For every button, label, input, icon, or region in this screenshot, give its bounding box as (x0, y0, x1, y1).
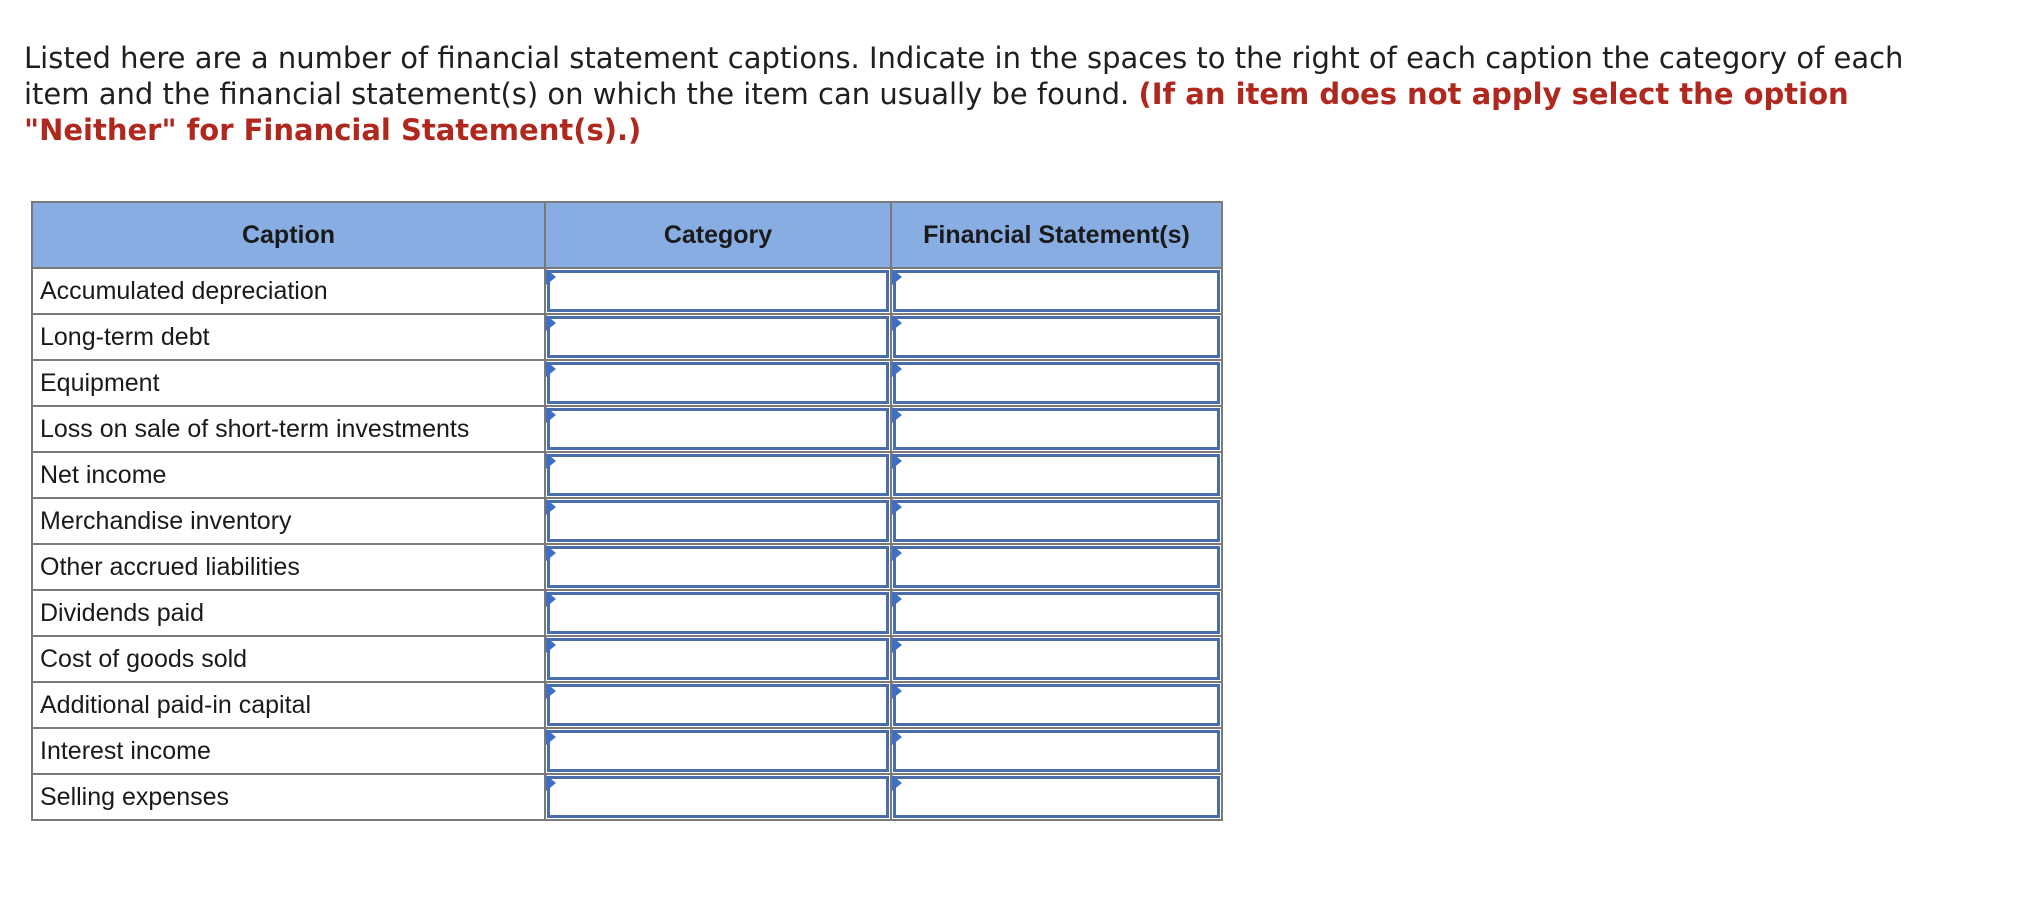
table-row (32, 544, 1222, 590)
table-row (32, 452, 1222, 498)
dropdown-marker-icon (546, 637, 556, 653)
row-caption: Interest income (32, 728, 545, 774)
financial-statements-dropdown[interactable] (893, 546, 1220, 588)
category-cell (545, 728, 891, 774)
financial-statements-cell (891, 498, 1222, 544)
header-financial-statements: Financial Statement(s) (891, 202, 1222, 268)
financial-statements-cell (891, 682, 1222, 728)
financial-statements-cell (891, 360, 1222, 406)
row-caption: Equipment (32, 360, 545, 406)
financial-statements-dropdown[interactable] (893, 316, 1220, 358)
table-row (32, 636, 1222, 682)
category-cell (545, 406, 891, 452)
instructions (24, 40, 1944, 148)
financial-statements-dropdown[interactable] (893, 776, 1220, 818)
category-dropdown[interactable] (547, 776, 889, 818)
category-cell (545, 268, 891, 314)
financial-statements-cell (891, 314, 1222, 360)
financial-statements-cell (891, 268, 1222, 314)
category-cell (545, 452, 891, 498)
category-dropdown[interactable] (547, 270, 889, 312)
row-caption: Cost of goods sold (32, 636, 545, 682)
category-dropdown[interactable] (547, 684, 889, 726)
financial-statements-cell (891, 590, 1222, 636)
dropdown-marker-icon (546, 591, 556, 607)
financial-statements-dropdown[interactable] (893, 638, 1220, 680)
category-cell (545, 314, 891, 360)
financial-statements-dropdown[interactable] (893, 684, 1220, 726)
financial-statements-dropdown[interactable] (893, 270, 1220, 312)
table-row (32, 268, 1222, 314)
financial-statements-cell (891, 544, 1222, 590)
financial-statements-cell (891, 774, 1222, 820)
dropdown-marker-icon (546, 407, 556, 423)
category-dropdown[interactable] (547, 500, 889, 542)
table-row (32, 774, 1222, 820)
row-caption: Dividends paid (32, 590, 545, 636)
table-row (32, 360, 1222, 406)
financial-statements-cell (891, 452, 1222, 498)
dropdown-marker-icon (892, 499, 902, 515)
dropdown-marker-icon (892, 545, 902, 561)
dropdown-marker-icon (892, 637, 902, 653)
row-caption: Selling expenses (32, 774, 545, 820)
financial-statements-dropdown[interactable] (893, 362, 1220, 404)
category-cell (545, 590, 891, 636)
category-dropdown[interactable] (547, 408, 889, 450)
dropdown-marker-icon (546, 545, 556, 561)
category-dropdown[interactable] (547, 638, 889, 680)
row-caption: Loss on sale of short-term investments (32, 406, 545, 452)
category-cell (545, 636, 891, 682)
dropdown-marker-icon (546, 499, 556, 515)
captions-table (31, 201, 1223, 821)
category-cell (545, 774, 891, 820)
financial-statements-dropdown[interactable] (893, 730, 1220, 772)
category-dropdown[interactable] (547, 362, 889, 404)
table-body (32, 268, 1222, 820)
financial-statements-dropdown[interactable] (893, 500, 1220, 542)
category-dropdown[interactable] (547, 592, 889, 634)
dropdown-marker-icon (892, 683, 902, 699)
instructions-note: (If an item does not apply select the option "Neither" for Financial Statement(s).) (24, 77, 1849, 147)
financial-statements-cell (891, 636, 1222, 682)
category-cell (545, 360, 891, 406)
category-cell (545, 682, 891, 728)
financial-statements-cell (891, 728, 1222, 774)
table-row (32, 590, 1222, 636)
financial-statements-cell (891, 406, 1222, 452)
table-row (32, 314, 1222, 360)
financial-statements-dropdown[interactable] (893, 408, 1220, 450)
financial-statements-dropdown[interactable] (893, 454, 1220, 496)
category-dropdown[interactable] (547, 454, 889, 496)
dropdown-marker-icon (892, 775, 902, 791)
row-caption: Long-term debt (32, 314, 545, 360)
dropdown-marker-icon (892, 407, 902, 423)
dropdown-marker-icon (546, 453, 556, 469)
financial-statements-dropdown[interactable] (893, 592, 1220, 634)
row-caption: Additional paid-in capital (32, 682, 545, 728)
header-category: Category (545, 202, 891, 268)
dropdown-marker-icon (892, 269, 902, 285)
header-row (32, 202, 1222, 268)
row-caption: Merchandise inventory (32, 498, 545, 544)
row-caption: Other accrued liabilities (32, 544, 545, 590)
category-cell (545, 544, 891, 590)
category-cell (545, 498, 891, 544)
category-dropdown[interactable] (547, 316, 889, 358)
table-row (32, 682, 1222, 728)
dropdown-marker-icon (546, 361, 556, 377)
dropdown-marker-icon (892, 361, 902, 377)
table-row (32, 498, 1222, 544)
dropdown-marker-icon (546, 683, 556, 699)
row-caption: Accumulated depreciation (32, 268, 545, 314)
category-dropdown[interactable] (547, 546, 889, 588)
row-caption: Net income (32, 452, 545, 498)
instructions-text: Listed here are a number of financial statement captions. Indicate in the spaces to the right of each caption the category of each item and the financial statement(s) on which the item can usually be found. (24, 41, 1904, 111)
dropdown-marker-icon (892, 315, 902, 331)
dropdown-marker-icon (892, 729, 902, 745)
dropdown-marker-icon (546, 269, 556, 285)
dropdown-marker-icon (892, 453, 902, 469)
dropdown-marker-icon (546, 315, 556, 331)
table-row (32, 406, 1222, 452)
category-dropdown[interactable] (547, 730, 889, 772)
table-row (32, 728, 1222, 774)
dropdown-marker-icon (546, 775, 556, 791)
dropdown-marker-icon (546, 729, 556, 745)
header-caption: Caption (32, 202, 545, 268)
dropdown-marker-icon (892, 591, 902, 607)
